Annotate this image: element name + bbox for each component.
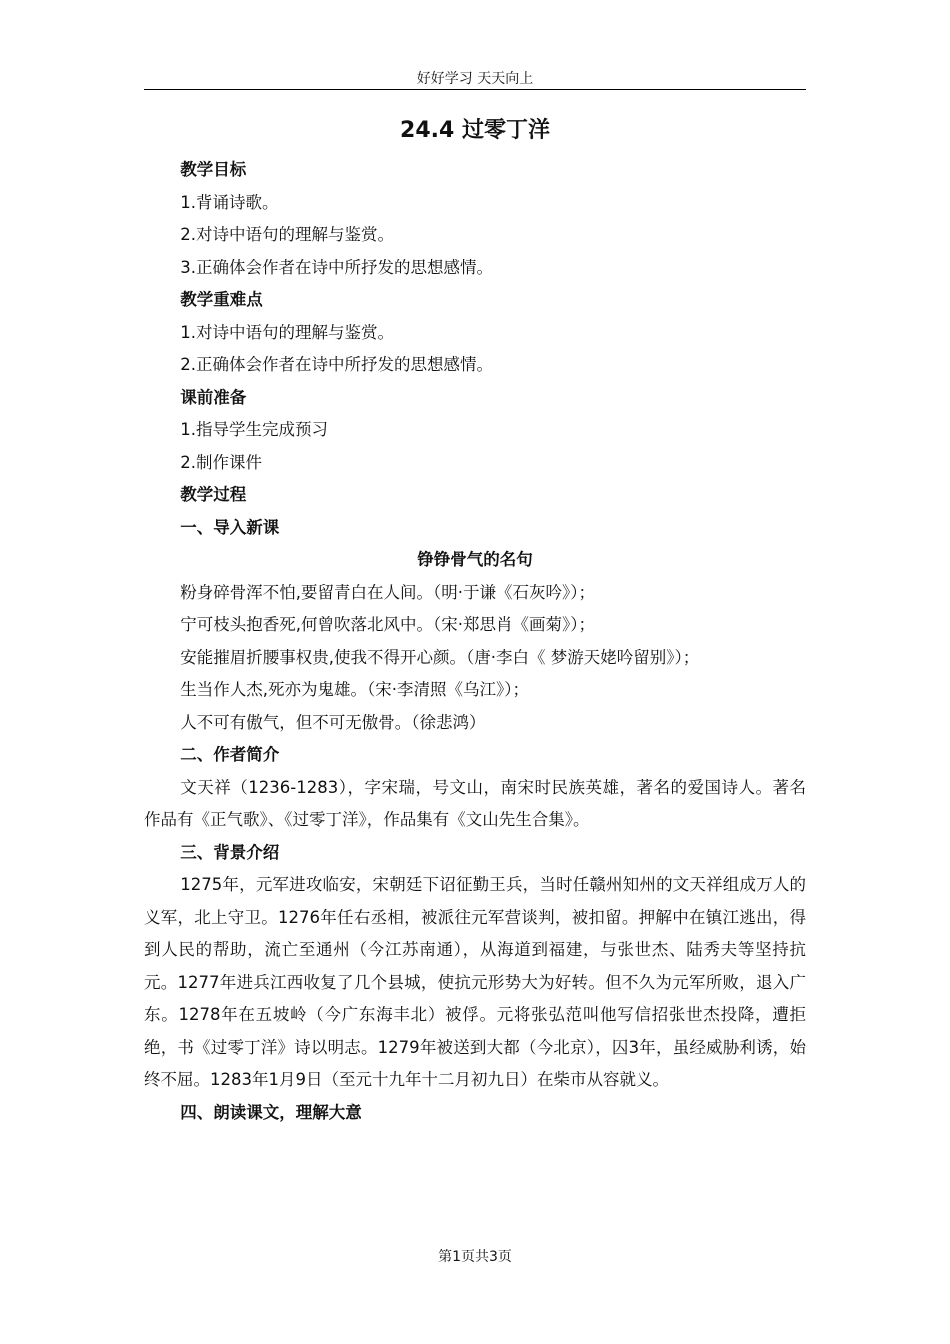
goal-item: 1.背诵诗歌。 [180, 192, 279, 212]
goal-item: 2.对诗中语句的理解与鉴赏。 [180, 225, 395, 244]
page-header: 好好学习 天天向上 [416, 71, 534, 87]
goal-item: 3.正确体会作者在诗中所抒发的思想感情。 [180, 257, 494, 277]
quote-item: 生当作人杰,死亦为鬼雄。（宋·李清照《乌江》）； [180, 680, 530, 699]
section-heading-goals: 教学目标 [180, 160, 247, 179]
quotes-title: 铮铮骨气的名句 [417, 550, 533, 569]
key-point-item: 2.正确体会作者在诗中所抒发的思想感情。 [180, 355, 494, 374]
document-title: 24.4 过零丁洋 [400, 118, 550, 143]
quote-item: 宁可枝头抱香死,何曾吹落北风中。（宋·郑思肖《画菊》）； [180, 615, 596, 634]
author-intro-paragraph: 文天祥（1236-1283），字宋瑞，号文山，南宋时民族英雄，著名的爱国诗人。著名作品有《正气歌》、《过零丁洋》，作品集有《文山先生合集》。 [144, 777, 806, 829]
quote-item: 安能摧眉折腰事权贵,使我不得开心颜。（唐·李白《 梦游天姥吟留别》）； [180, 647, 700, 667]
background-paragraph: 1275年，元军进攻临安，宋朝廷下诏征勤王兵，当时任赣州知州的文天祥组成万人的义军，北上守卫。1276年任右丞相，被派往元军营谈判，被扣留。押解中在镇江逃出，得到人民的帮助，流亡至通州（今江苏南通），从海道到福建，与张世杰、陆秀夫等坚持抗元。1277年进兵江西收复了几个县城，使抗元形势大为好转。但不久为元军所败，退入广东。1278年在五坡岭（今广东海丰北）被俘。元将张弘范叫他写信招张世杰投降，遭拒绝，书《过零丁洋》诗以明志。1279年被送到大都（今北京），囚3年，虽经威胁利诱，始终不屈。1283年1月9日（至元十九年十二月初九日）在柴市从容就义。 [144, 875, 806, 1089]
quote-item: 人不可有傲气，但不可无傲骨。（徐悲鸿） [180, 712, 486, 732]
key-point-item: 1.对诗中语句的理解与鉴赏。 [180, 322, 395, 342]
part-heading-reading: 四、朗读课文，理解大意 [180, 1102, 362, 1122]
header-divider [144, 89, 806, 90]
prep-item: 1.指导学生完成预习 [180, 420, 329, 439]
section-heading-prep: 课前准备 [180, 387, 247, 407]
prep-item: 2.制作课件 [180, 452, 263, 472]
section-heading-process: 教学过程 [180, 485, 247, 504]
part-heading-author: 二、作者简介 [180, 745, 280, 764]
part-heading-background: 三、背景介绍 [180, 842, 280, 862]
page-footer: 第1页共3页 [438, 1249, 512, 1265]
part-heading-intro: 一、导入新课 [180, 517, 280, 537]
document-body [144, 154, 806, 1129]
quote-item: 粉身碎骨浑不怕,要留青白在人间。（明·于谦《石灰吟》）； [180, 582, 596, 602]
section-heading-key-points: 教学重难点 [180, 290, 263, 309]
